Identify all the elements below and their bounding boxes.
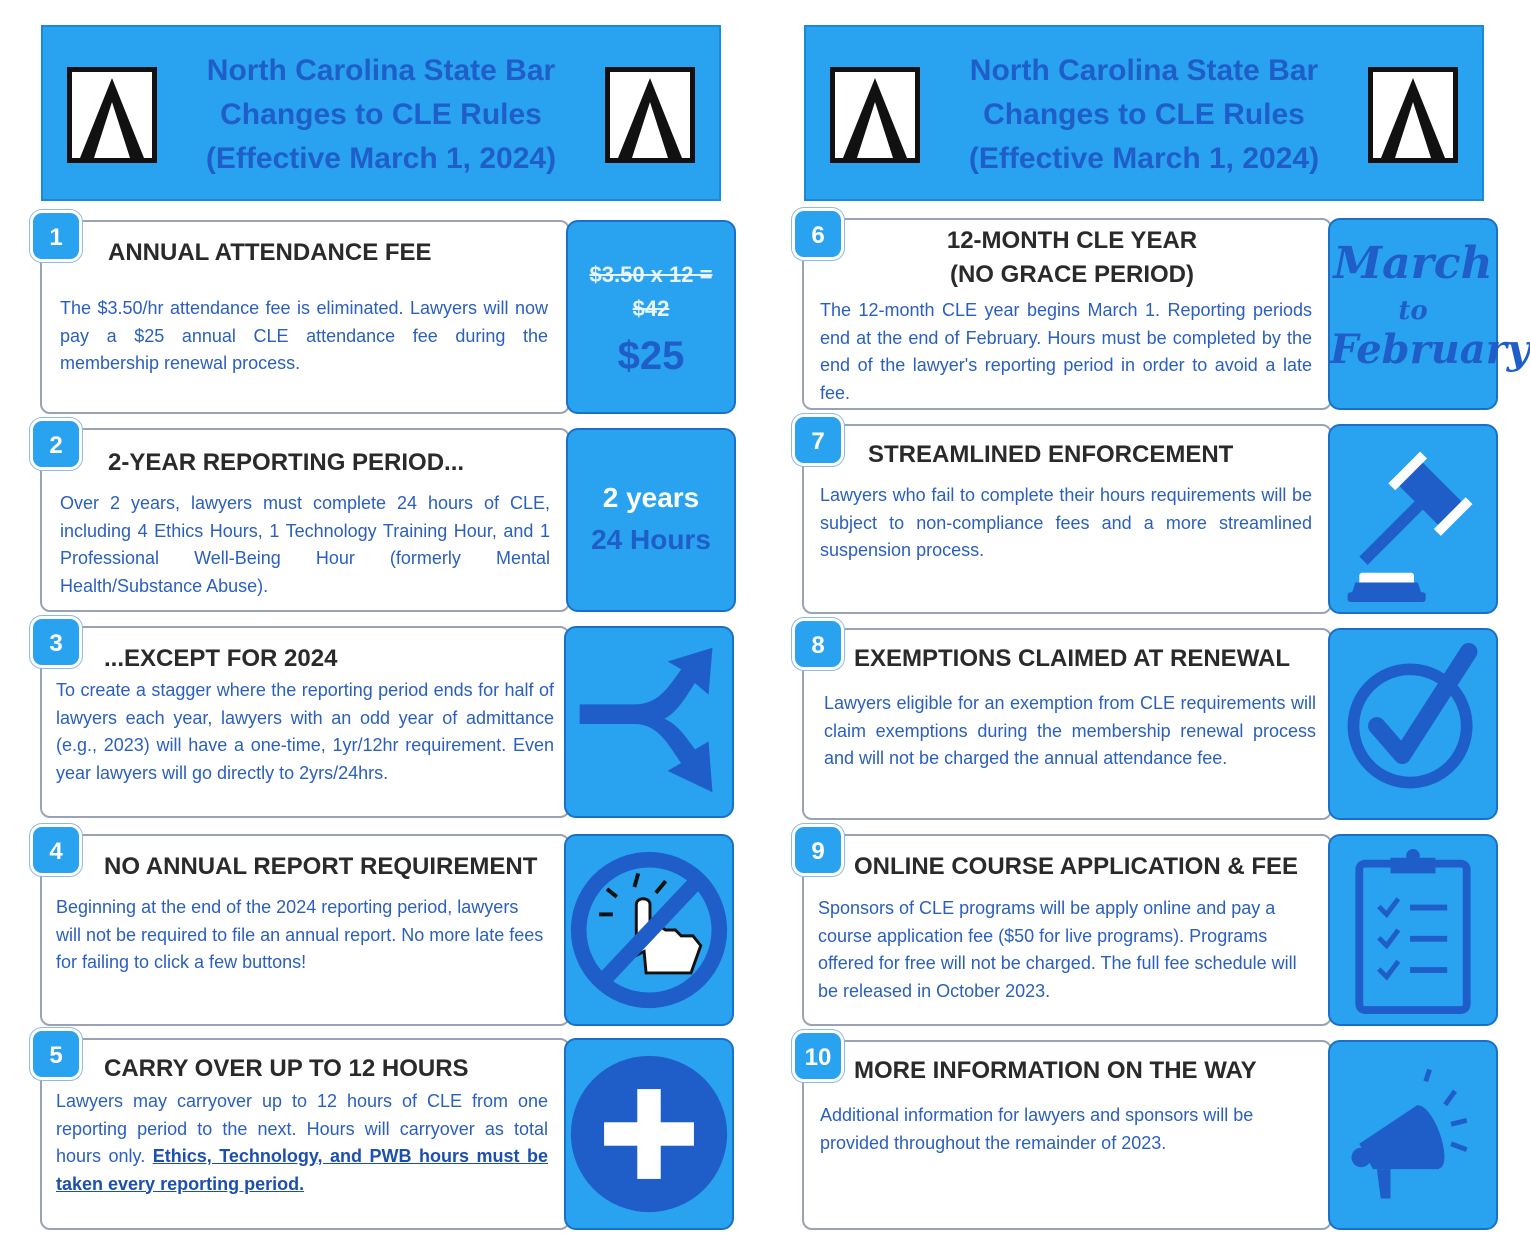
item-title: NO ANNUAL REPORT REQUIREMENT [104, 853, 538, 880]
clipboard-icon [1328, 834, 1498, 1026]
bar-logo-icon [830, 67, 920, 163]
item-title: 2-YEAR REPORTING PERIOD... [108, 449, 465, 476]
month-end: February [1330, 326, 1530, 373]
item-text [56, 1088, 548, 1198]
item-text: The 12-month CLE year begins March 1. Reporting periods end at the end of February. Hours must be completed by the end of the lawyer's reporting period in order to avoid a late fee. [820, 300, 1312, 403]
item-number-badge: 2 [30, 418, 82, 470]
header-title: North Carolina State Bar Changes to CLE Rules (Effective March 1, 2024) [205, 54, 557, 175]
item-number-badge: 4 [30, 824, 82, 876]
gavel-icon [1328, 424, 1498, 614]
old-fee-line: $3.50 x 12 = [589, 262, 713, 287]
item-title: ONLINE COURSE APPLICATION & FEE [854, 853, 1299, 880]
hours-label: 24 Hours [591, 524, 711, 555]
item-number-badge: 10 [792, 1030, 844, 1082]
item-number-badge: 7 [792, 414, 844, 466]
item-text: The $3.50/hr attendance fee is eliminated. Lawyers will now pay a $25 annual CLE attendance fee during the membership renewal process. [60, 298, 548, 373]
item-title: ANNUAL ATTENDANCE FEE [108, 239, 432, 266]
item-side-panel [566, 428, 736, 612]
item-number-badge: 5 [30, 1028, 82, 1080]
item-text: Over 2 years, lawyers must complete 24 hours of CLE, including 4 Ethics Hours, 1 Technology Training Hour, and 1 Professional Well-Being Hour (formerly Mental Health/Substance Abuse). [60, 493, 550, 596]
plus-icon [564, 1038, 734, 1230]
item-text: Lawyers eligible for an exemption from CLE requirements will claim exemptions during the membership renewal process and will not be charged the annual attendance fee. [824, 693, 1316, 768]
month-start: March [1333, 238, 1493, 289]
new-fee: $25 [617, 334, 685, 378]
item-title: MORE INFORMATION ON THE WAY [854, 1057, 1257, 1084]
item-number-badge: 6 [792, 208, 844, 260]
split-arrow-icon [564, 626, 734, 818]
item-number-badge: 9 [792, 824, 844, 876]
item-text: To create a stagger where the reporting period ends for half of lawyers each year, lawyers with an odd year of admittance (e.g., 2023) will have a one-time, 1yr/12hr requirement. Even year lawyers will go directly to 2yrs/24hrs. [56, 680, 554, 783]
item-text-body: Lawyers may carryover up to 12 hours of CLE from one reporting period to the next. Hours will carryover as total hours only. [56, 1091, 548, 1166]
checkmark-icon [1328, 628, 1498, 820]
item-title: ...EXCEPT FOR 2024 [104, 645, 338, 672]
no-click-icon [564, 834, 734, 1026]
month-to: to [1398, 296, 1428, 326]
item-text-emphasis: Ethics, Technology, and PWB hours must be taken every reporting period. [56, 1146, 548, 1194]
header-left [41, 25, 721, 201]
megaphone-icon [1328, 1040, 1498, 1230]
item-title: EXEMPTIONS CLAIMED AT RENEWAL [854, 645, 1291, 672]
item-text: Sponsors of CLE programs will be apply online and pay a course application fee ($50 for live programs). Programs offered for free will not be charged. The full fee schedule will be released in October 2023. [818, 898, 1297, 1001]
bar-logo-icon [605, 67, 695, 163]
header-right [804, 25, 1484, 201]
bar-logo-icon [67, 67, 157, 163]
item-number-badge: 3 [30, 616, 82, 668]
item-text: Lawyers who fail to complete their hours requirements will be subject to non-compliance fees and a more streamlined suspension process. [820, 485, 1312, 560]
years-label: 2 years [602, 482, 700, 513]
item-text: Additional information for lawyers and sponsors will be provided throughout the remainder of 2023. [820, 1105, 1254, 1153]
item-title: STREAMLINED ENFORCEMENT [868, 441, 1234, 468]
item-title: CARRY OVER UP TO 12 HOURS [104, 1055, 469, 1082]
item-title: 12-MONTH CLE YEAR (NO GRACE PERIOD) [946, 227, 1198, 288]
item-text: Beginning at the end of the 2024 reporting period, lawyers will not be required to file an annual report. No more late fees for failing to click a few buttons! [56, 897, 544, 972]
item-side-panel [1328, 218, 1530, 410]
item-number-badge: 8 [792, 618, 844, 670]
header-title: North Carolina State Bar Changes to CLE Rules (Effective March 1, 2024) [968, 54, 1320, 175]
bar-logo-icon [1368, 67, 1458, 163]
old-fee-total: $42 [632, 296, 670, 321]
item-number-badge: 1 [30, 210, 82, 262]
item-side-panel [566, 220, 736, 414]
